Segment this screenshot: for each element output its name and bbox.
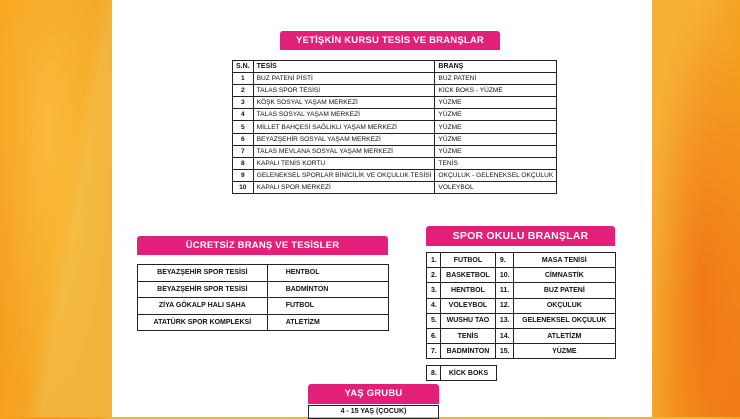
header-sn: S.N.	[233, 61, 254, 73]
table-row	[233, 169, 557, 181]
table-row	[233, 133, 557, 145]
row-brans: BADMİNTON	[440, 344, 495, 359]
row-brans: YÜZME	[435, 145, 557, 157]
table-row	[427, 283, 616, 298]
row-sn: 10	[233, 181, 254, 193]
row-tesis: KÖŞK SOSYAL YAŞAM MERKEZİ	[253, 97, 435, 109]
free-facilities-table	[137, 264, 389, 331]
row-brans: FUTBOL	[440, 253, 495, 268]
row-tesis: BEYAZŞEHİR SPOR TESİSİ	[138, 281, 268, 298]
header-brans: BRANŞ	[435, 61, 557, 73]
table-row	[233, 73, 557, 85]
row-number: 11.	[495, 283, 513, 298]
row-tesis: BUZ PATENİ PİSTİ	[253, 73, 435, 85]
row-tesis: ZİYA GÖKALP HALI SAHA	[138, 298, 268, 315]
row-tesis: ATATÜRK SPOR KOMPLEKSİ	[138, 314, 268, 331]
row-brans: YÜZME	[435, 121, 557, 133]
document-page	[112, 0, 652, 417]
table-row	[427, 268, 616, 283]
row-brans: YÜZME	[435, 109, 557, 121]
table-row	[233, 97, 557, 109]
row-brans: KİCK BOKS - YÜZME	[435, 85, 557, 97]
row-sn: 8	[233, 157, 254, 169]
row-tesis: TALAS SOSYAL YAŞAM MERKEZİ	[253, 109, 435, 121]
row-number: 8.	[427, 366, 441, 381]
row-sn: 3	[233, 97, 254, 109]
row-sn: 9	[233, 169, 254, 181]
row-number: 1.	[427, 253, 441, 268]
row-brans: BADMİNTON	[267, 281, 388, 298]
row-tesis: GELENEKSEL SPORLAR BİNİCİLİK VE OKÇULUK TESİSİ	[253, 169, 435, 181]
row-number: 10.	[495, 268, 513, 283]
free-section-title: ÜCRETSİZ BRANŞ VE TESİSLER	[137, 236, 388, 255]
row-brans: TENİS	[435, 157, 557, 169]
yas-grubu-title: YAŞ GRUBU	[308, 384, 439, 404]
spor-okulu-table	[426, 252, 616, 359]
row-number: 3.	[427, 283, 441, 298]
row-brans: KİCK BOKS	[441, 366, 497, 381]
row-number: 5.	[427, 313, 441, 328]
row-tesis: KAPALI SPOR MERKEZİ	[253, 181, 435, 193]
row-brans: MASA TENİSİ	[513, 253, 615, 268]
row-brans: HENTBOL	[440, 283, 495, 298]
row-number: 9.	[495, 253, 513, 268]
table-row	[138, 314, 389, 331]
table-row	[138, 298, 389, 315]
table-row	[427, 328, 616, 343]
row-sn: 4	[233, 109, 254, 121]
spor-okulu-title: SPOR OKULU BRANŞLAR	[426, 226, 615, 246]
row-tesis: MİLLET BAHÇESİ SAĞLIKLI YAŞAM MERKEZİ	[253, 121, 435, 133]
row-number: 12.	[495, 298, 513, 313]
row-brans: YÜZME	[513, 344, 615, 359]
main-section-title: YETİŞKİN KURSU TESİS VE BRANŞLAR	[280, 31, 500, 50]
row-tesis: TALAS MEVLANA SOSYAL YAŞAM MERKEZİ	[253, 145, 435, 157]
row-brans: OKÇULUK	[513, 298, 615, 313]
main-facilities-table	[232, 60, 557, 194]
row-sn: 7	[233, 145, 254, 157]
row-tesis: BEYAZŞEHİR SPOR TESİSİ	[138, 265, 268, 282]
table-header-row	[233, 61, 557, 73]
row-number: 14.	[495, 328, 513, 343]
table-row	[233, 181, 557, 193]
row-brans: BUZ PATENİ	[513, 283, 615, 298]
row-number: 7.	[427, 344, 441, 359]
row-sn: 2	[233, 85, 254, 97]
row-brans: ATLETİZM	[513, 328, 615, 343]
table-row	[233, 157, 557, 169]
row-brans: HENTBOL	[267, 265, 388, 282]
table-row	[138, 265, 389, 282]
row-brans: FUTBOL	[267, 298, 388, 315]
row-brans: YÜZME	[435, 97, 557, 109]
table-row	[427, 366, 497, 381]
background-glow-left	[0, 0, 115, 417]
row-number: 4.	[427, 298, 441, 313]
table-row	[138, 281, 389, 298]
table-row	[233, 109, 557, 121]
row-tesis: BEYAZŞEHİR SOSYAL YAŞAM MERKEZİ	[253, 133, 435, 145]
table-row	[427, 344, 616, 359]
background-glow-right	[645, 0, 740, 417]
row-brans: ATLETİZM	[267, 314, 388, 331]
table-row	[233, 145, 557, 157]
yas-grubu-value: 4 - 15 YAŞ (ÇOCUK)	[308, 405, 439, 419]
row-brans: VOLEYBOL	[435, 181, 557, 193]
row-brans: YÜZME	[435, 133, 557, 145]
row-number: 13.	[495, 313, 513, 328]
row-number: 2.	[427, 268, 441, 283]
header-tesis: TESİS	[253, 61, 435, 73]
row-brans: BASKETBOL	[440, 268, 495, 283]
row-brans: VOLEYBOL	[440, 298, 495, 313]
row-brans: WUSHU TAO	[440, 313, 495, 328]
row-brans: TENİS	[440, 328, 495, 343]
row-sn: 6	[233, 133, 254, 145]
row-sn: 5	[233, 121, 254, 133]
table-row	[427, 253, 616, 268]
row-number: 15.	[495, 344, 513, 359]
table-row	[427, 313, 616, 328]
row-tesis: TALAS SPOR TESİSİ	[253, 85, 435, 97]
row-brans: CİMNASTİK	[513, 268, 615, 283]
row-number: 6.	[427, 328, 441, 343]
row-sn: 1	[233, 73, 254, 85]
row-brans: OKÇULUK - GELENEKSEL OKÇULUK	[435, 169, 557, 181]
table-row	[233, 121, 557, 133]
row-brans: GELENEKSEL OKÇULUK	[513, 313, 615, 328]
table-row	[233, 85, 557, 97]
row-brans: BUZ PATENİ	[435, 73, 557, 85]
row-tesis: KAPALI TENİS KORTU	[253, 157, 435, 169]
spor-okulu-extra-row	[426, 365, 497, 381]
table-row	[427, 298, 616, 313]
